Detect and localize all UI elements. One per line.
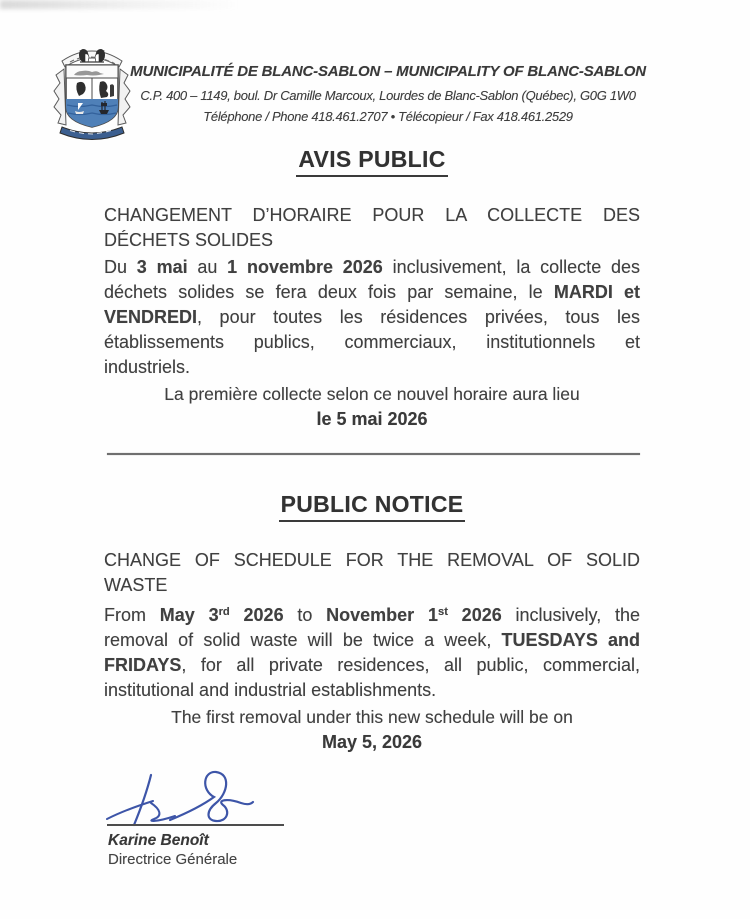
notice-body (104, 144, 640, 755)
municipal-crest-logo (50, 35, 134, 143)
text-line: From May 3rd 2026 to November 1st 2026 inclusively, the (104, 605, 641, 626)
text-line: FRIDAYS, for all private residences, all public, commercial, (104, 655, 640, 676)
signatory-title: Directrice Générale (108, 851, 238, 868)
english-title: PUBLIC NOTICE (104, 489, 640, 522)
french-closing-line: La première collecte selon ce nouvel horaire aura lieu (164, 384, 580, 404)
phone-fax-line: Téléphone / Phone 418.461.2707 • Télécopieur / Fax 418.461.2529 (203, 108, 573, 124)
scan-artifact (0, 0, 240, 9)
text-line: DÉCHETS SOLIDES (104, 230, 274, 250)
english-closing-date: May 5, 2026 (321, 732, 423, 753)
text-line: déchets solides se fera deux fois par semaine, le MARDI et (104, 282, 641, 302)
text-line: CHANGE OF SCHEDULE FOR THE REMOVAL OF SOLID (104, 550, 640, 570)
french-subject (104, 203, 640, 253)
text-line: VENDREDI, pour toutes les résidences privées, tous les (104, 307, 640, 327)
text-line: CHANGEMENT D’HORAIRE POUR LA COLLECTE DES (104, 205, 640, 225)
address-line: C.P. 400 – 1149, boul. Dr Camille Marcoux, Lourdes de Blanc-Sablon (Québec), G0G 1W0 (140, 88, 636, 103)
text-line: removal of solid waste will be twice a week, TUESDAYS and (104, 630, 640, 651)
crest-shield (66, 65, 118, 127)
english-closing-line: The first removal under this new schedule will be on (171, 707, 573, 728)
french-paragraph (104, 255, 640, 380)
text-line: établissements publics, commerciaux, institutionnels et (104, 332, 640, 352)
french-title: AVIS PUBLIC (104, 144, 640, 177)
letterhead (130, 61, 646, 127)
crest-bottom-banner (60, 127, 124, 140)
english-subject (104, 548, 640, 598)
organization-name: MUNICIPALITÉ DE BLANC-SABLON – MUNICIPALITY OF BLANC-SABLON (130, 63, 646, 80)
text-line: Du 3 mai au 1 novembre 2026 inclusivement, la collecte des (104, 257, 640, 277)
english-paragraph (104, 600, 640, 703)
text-line: industriels. (104, 357, 191, 377)
section-divider (107, 453, 640, 455)
signature-line (107, 824, 284, 826)
french-closing-date: le 5 mai 2026 (316, 409, 428, 429)
text-line: WASTE (104, 575, 168, 595)
signatory-name: Karine Benoît (108, 832, 209, 849)
text-line: institutional and industrial establishments. (104, 680, 437, 701)
